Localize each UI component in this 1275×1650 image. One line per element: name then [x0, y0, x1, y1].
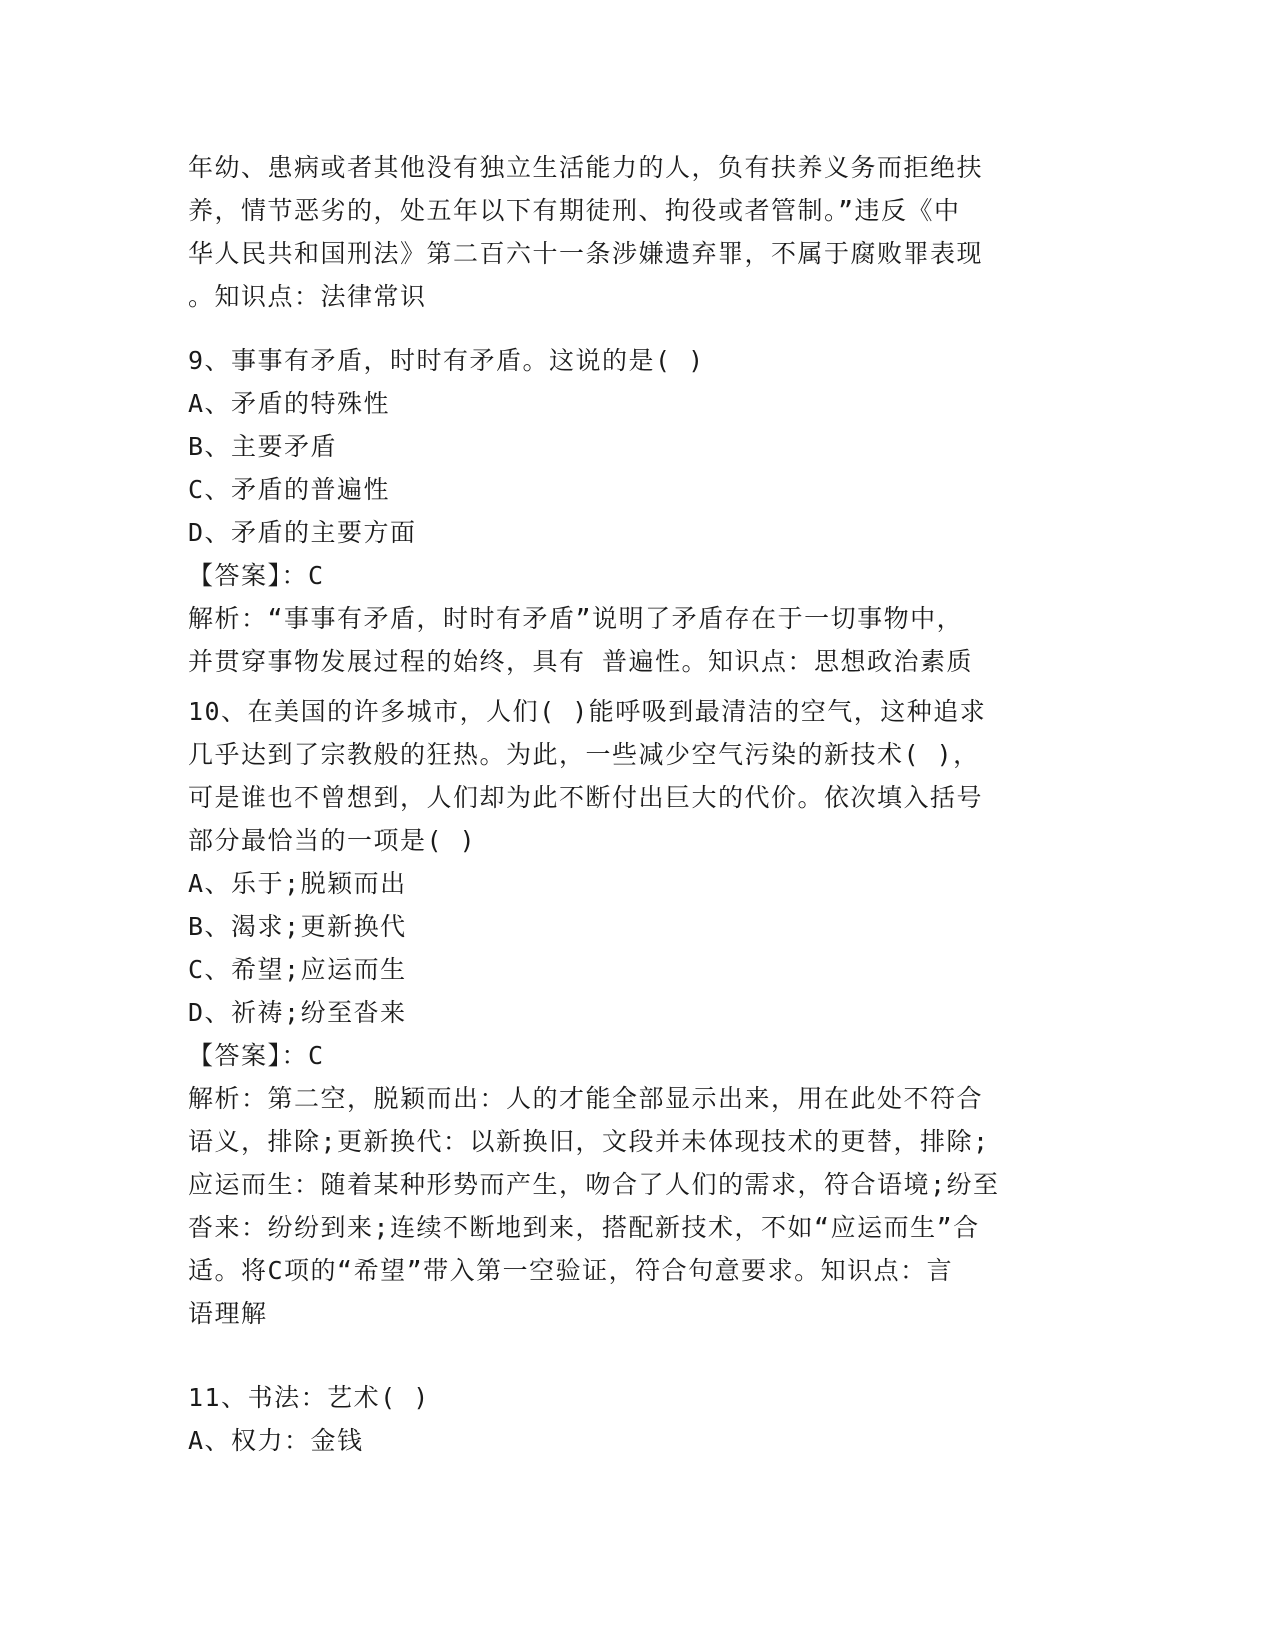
option-d: D、矛盾的主要方面: [188, 518, 417, 547]
option-c: C、矛盾的普遍性: [188, 475, 391, 504]
analysis-line: 。知识点：法律常识: [188, 282, 427, 311]
option-b: B、主要矛盾: [188, 432, 338, 461]
analysis-line: 语义，排除;更新换代：以新换旧，文段并未体现技术的更替，排除;: [188, 1127, 990, 1156]
analysis-line: 年幼、患病或者其他没有独立生活能力的人，负有扶养义务而拒绝扶: [188, 153, 984, 182]
analysis-line: 应运而生：随着某种形势而产生，吻合了人们的需求，符合语境;纷至: [188, 1170, 1000, 1199]
analysis-line: 养，情节恶劣的，处五年以下有期徒刑、拘役或者管制。”违反《中: [188, 196, 961, 225]
analysis-line: 解析：“事事有矛盾，时时有矛盾”说明了矛盾存在于一切事物中，: [188, 604, 964, 633]
option-b: B、渴求;更新换代: [188, 912, 407, 941]
answer: 【答案】：C: [188, 1041, 325, 1070]
analysis-line: 解析：第二空，脱颖而出：人的才能全部显示出来，用在此处不符合: [188, 1084, 984, 1113]
answer: 【答案】：C: [188, 561, 325, 590]
question-stem: 几乎达到了宗教般的狂热。为此，一些减少空气污染的新技术( )，: [188, 740, 980, 769]
question-stem: 9、事事有矛盾，时时有矛盾。这说的是( ): [188, 346, 705, 375]
previous-question-analysis: [188, 146, 1088, 318]
question-10: [188, 690, 1088, 1335]
analysis-line: 并贯穿事物发展过程的始终，具有 普遍性。知识点：思想政治素质: [188, 647, 974, 676]
question-stem: 10、在美国的许多城市，人们( )能呼吸到最清洁的空气，这种追求: [188, 697, 987, 726]
option-d: D、祈祷;纷至沓来: [188, 998, 407, 1027]
question-9: [188, 339, 1088, 683]
option-c: C、希望;应运而生: [188, 955, 407, 984]
analysis-line: 语理解: [188, 1299, 268, 1328]
question-stem: 11、书法：艺术( ): [188, 1383, 430, 1412]
option-a: A、矛盾的特殊性: [188, 389, 391, 418]
analysis-line: 沓来：纷纷到来;连续不断地到来，搭配新技术，不如“应运而生”合: [188, 1213, 980, 1242]
option-a: A、乐于;脱颖而出: [188, 869, 407, 898]
option-a: A、权力：金钱: [188, 1426, 364, 1455]
analysis-line: 华人民共和国刑法》第二百六十一条涉嫌遗弃罪，不属于腐败罪表现: [188, 239, 984, 268]
question-stem: 可是谁也不曾想到，人们却为此不断付出巨大的代价。依次填入括号: [188, 783, 984, 812]
question-stem: 部分最恰当的一项是( ): [188, 826, 477, 855]
question-11: [188, 1376, 1088, 1462]
analysis-line: 适。将C项的“希望”带入第一空验证，符合句意要求。知识点：言: [188, 1256, 954, 1285]
